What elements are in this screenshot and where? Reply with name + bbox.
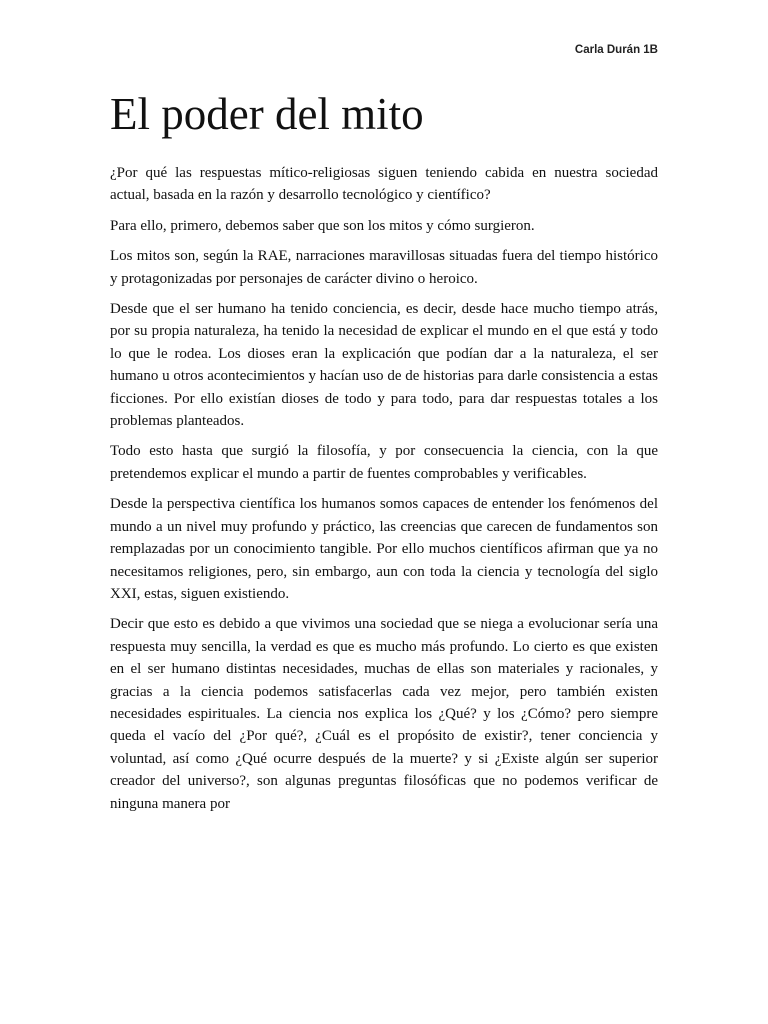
paragraph-1: ¿Por qué las respuestas mítico-religiosas siguen teniendo cabida en nuestra sociedad actual, basada en la razón y desarrollo tecnológico y científico? <box>110 165 658 204</box>
paragraph-2: Para ello, primero, debemos saber que son los mitos y cómo surgieron. <box>110 217 535 234</box>
paragraph-4: Desde que el ser humano ha tenido conciencia, es decir, desde hace mucho tiempo atrás, por su propia naturaleza, ha tenido la necesidad de explicar el mundo en el que está y todo lo que le rodea. Los dioses eran la explicación que podían dar a la naturaleza, el ser humano u otros acontecimientos y hacían uso de de historias para darle consistencia a estas ficciones. Por ello existían dioses de todo y para todo, para dar respuestas totales a los problemas planteados. <box>110 301 658 430</box>
paragraph-6: Desde la perspectiva científica los humanos somos capaces de entender los fenómenos del mundo a un nivel muy profundo y práctico, las creencias que carecen de fundamentos son remplazadas por un conocimiento tangible. Por ello muchos científicos afirman que ya no necesitamos religiones, pero, sin embargo, aun con toda la ciencia y tecnología del siglo XXI, estas, siguen existiendo. <box>110 496 658 602</box>
paragraph-7: Decir que esto es debido a que vivimos una sociedad que se niega a evolucionar sería una respuesta muy sencilla, la verdad es que es mucho más profundo. Lo cierto es que existen en el ser humano distintas necesidades, muchas de ellas son materiales y racionales, y gracias a la ciencia podemos satisfacerlas cada vez mejor, pero también existen necesidades espirituales. La ciencia nos explica los ¿Qué? y los ¿Cómo? pero siempre queda el vacío del ¿Por qué?, ¿Cuál es el propósito de existir?, tener conciencia y voluntad, así como ¿Qué ocurre después de la muerte? y si ¿Existe algún ser superior creador del universo?, son algunas preguntas filosóficas que no podemos verificar de ninguna manera por <box>110 616 658 812</box>
paragraph-3: Los mitos son, según la RAE, narraciones maravillosas situadas fuera del tiempo histórico y protagonizadas por personajes de carácter divino o heroico. <box>110 248 658 287</box>
paragraph-5: Todo esto hasta que surgió la filosofía, y por consecuencia la ciencia, con la que pretendemos explicar el mundo a partir de fuentes comprobables y verificables. <box>110 443 658 482</box>
document-title: El poder del mito <box>110 89 424 139</box>
author-header: Carla Durán 1B <box>574 44 658 56</box>
document-body <box>110 162 658 823</box>
